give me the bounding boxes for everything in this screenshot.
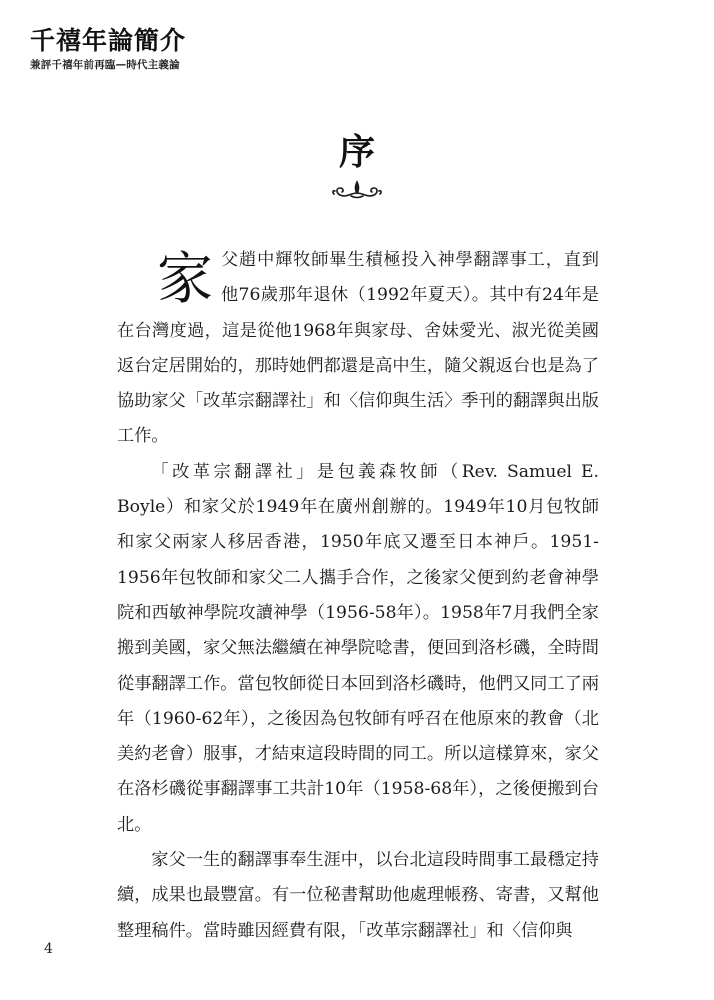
preface-body	[117, 243, 599, 949]
book-title: 千禧年論簡介	[30, 26, 187, 55]
paragraph-1-text: 父趙中輝牧師畢生積極投入神學翻譯事工，直到他76歲那年退休（1992年夏天）。其中有24年是在台灣度過，這是從他1968年與家母、舍妹愛光、淑光從美國返台定居開始的，那時她們都還是高中生，隨父親返台也是為了協助家父「改革宗翻譯社」和〈信仰與生活〉季刊的翻譯與出版工作。	[117, 250, 599, 447]
scroll-flourish-ornament-icon	[331, 178, 383, 200]
running-header	[30, 26, 186, 72]
page-number: 4	[44, 941, 53, 957]
chapter-title: 序	[338, 131, 375, 173]
paragraph-3: 家父一生的翻譯事奉生涯中，以台北這段時間事工最穩定持續，成果也最豐富。有一位秘書幫助他處理帳務、寄書，又幫他整理稿件。當時雖因經費有限，「改革宗翻譯社」和〈信仰與	[117, 850, 599, 941]
paragraph-1	[117, 243, 599, 455]
paragraph-2: 「改革宗翻譯社」是包義森牧師（Rev. Samuel E. Boyle）和家父於1949年在廣州創辦的。1949年10月包牧師和家父兩家人移居香港，1950年底又遷至日本神戶。1951-1956年包牧師和家父二人攜手合作，之後家父便到約老會神學院和西敏神學院攻讀神學（1956-58年）。1958年7月我們全家搬到美國，家父無法繼續在神學院唸書，便回到洛杉磯，全時間從事翻譯工作。當包牧師從日本回到洛杉磯時，他們又同工了兩年（1960-62年），之後因為包牧師有呼召在他原來的教會（北美約老會）服事，才結束這段時間的同工。所以這樣算來，家父在洛杉磯從事翻譯事工共計10年（1958-68年），之後便搬到台北。	[117, 461, 599, 835]
book-subtitle: 兼評千禧年前再臨—時代主義論	[30, 59, 180, 71]
drop-cap: 家	[157, 247, 213, 312]
